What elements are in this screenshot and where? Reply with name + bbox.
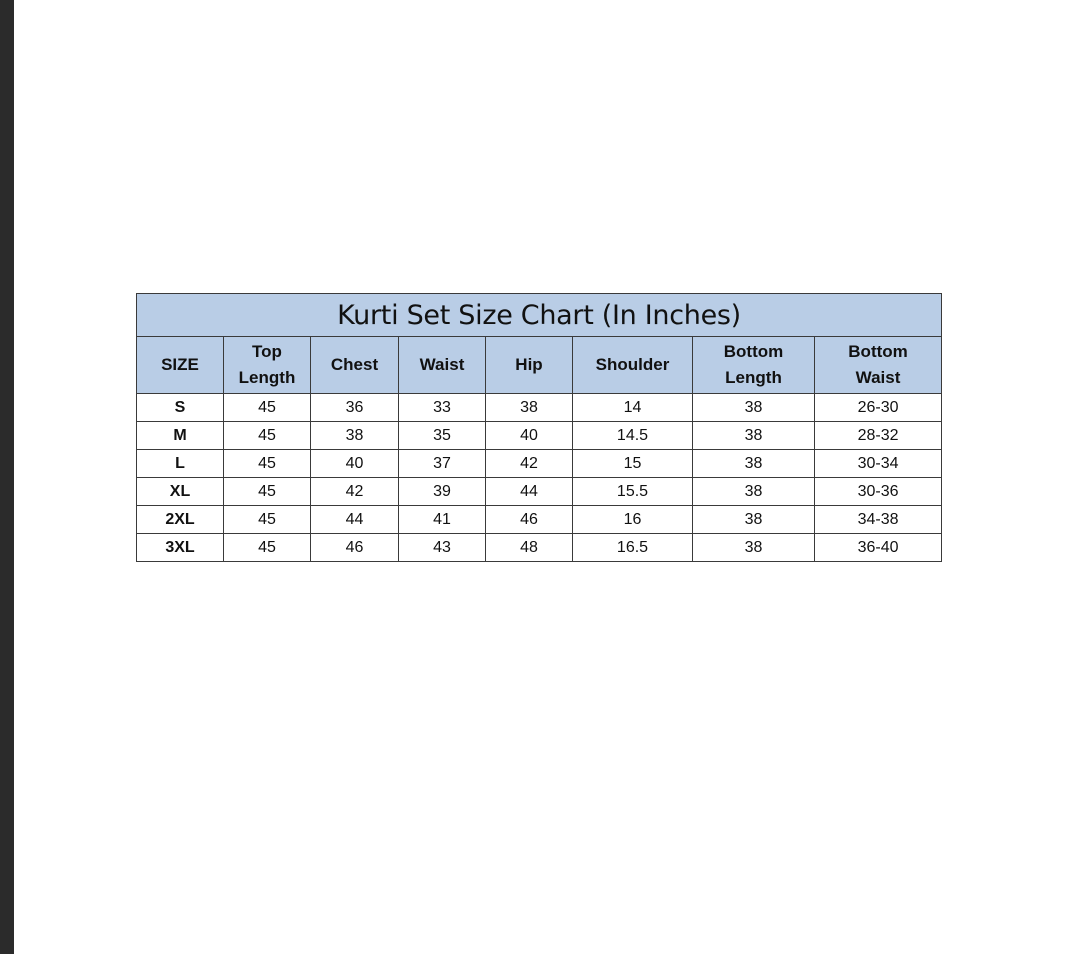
header-chest [311, 337, 399, 394]
cell-bottom-waist: 36-40 [815, 534, 942, 562]
cell-size: 2XL [137, 506, 224, 534]
header-top-length [224, 337, 311, 394]
cell-chest: 38 [311, 422, 399, 450]
cell-bottom-length: 38 [693, 394, 815, 422]
cell-shoulder: 16 [573, 506, 693, 534]
header-size-line: SIZE [161, 355, 199, 374]
cell-waist: 33 [399, 394, 486, 422]
cell-chest: 36 [311, 394, 399, 422]
cell-shoulder: 15.5 [573, 478, 693, 506]
table-row [137, 506, 942, 534]
cell-size: XL [137, 478, 224, 506]
cell-waist: 39 [399, 478, 486, 506]
cell-shoulder: 14.5 [573, 422, 693, 450]
cell-shoulder: 15 [573, 450, 693, 478]
cell-waist: 37 [399, 450, 486, 478]
cell-top-length: 45 [224, 394, 311, 422]
header-shoulder [573, 337, 693, 394]
cell-chest: 44 [311, 506, 399, 534]
cell-bottom-length: 38 [693, 506, 815, 534]
header-waist-line: Waist [419, 355, 465, 374]
header-bottom-waist [815, 337, 942, 394]
header-shoulder-line: Shoulder [595, 355, 670, 374]
header-bottom-length [693, 337, 815, 394]
size-chart-title: Kurti Set Size Chart (In Inches) [137, 294, 942, 337]
header-top-length-line: Top [252, 342, 282, 361]
table-body [137, 394, 942, 562]
cell-size: L [137, 450, 224, 478]
header-top-length-line: Length [238, 368, 296, 387]
table-row [137, 422, 942, 450]
cell-waist: 43 [399, 534, 486, 562]
cell-chest: 40 [311, 450, 399, 478]
header-bottom-waist-line: Waist [855, 368, 901, 387]
cell-size: M [137, 422, 224, 450]
header-hip [486, 337, 573, 394]
header-chest-line: Chest [330, 355, 379, 374]
table-row [137, 534, 942, 562]
header-size [137, 337, 224, 394]
cell-bottom-length: 38 [693, 478, 815, 506]
cell-top-length: 45 [224, 534, 311, 562]
cell-chest: 42 [311, 478, 399, 506]
cell-top-length: 45 [224, 506, 311, 534]
header-bottom-waist-line: Bottom [848, 342, 908, 361]
header-row [137, 337, 942, 394]
size-chart-table [136, 293, 942, 562]
cell-hip: 46 [486, 506, 573, 534]
cell-waist: 41 [399, 506, 486, 534]
cell-hip: 42 [486, 450, 573, 478]
cell-bottom-waist: 30-36 [815, 478, 942, 506]
cell-bottom-waist: 30-34 [815, 450, 942, 478]
cell-chest: 46 [311, 534, 399, 562]
table-row [137, 394, 942, 422]
cell-bottom-waist: 34-38 [815, 506, 942, 534]
cell-size: S [137, 394, 224, 422]
left-edge-bar [0, 0, 14, 954]
table-row [137, 450, 942, 478]
cell-top-length: 45 [224, 422, 311, 450]
table-row [137, 478, 942, 506]
cell-hip: 38 [486, 394, 573, 422]
cell-bottom-length: 38 [693, 422, 815, 450]
cell-bottom-length: 38 [693, 450, 815, 478]
cell-hip: 40 [486, 422, 573, 450]
header-waist [399, 337, 486, 394]
cell-bottom-length: 38 [693, 534, 815, 562]
header-bottom-length-line: Bottom [723, 342, 784, 361]
header-hip-line: Hip [515, 355, 543, 374]
cell-top-length: 45 [224, 450, 311, 478]
cell-size: 3XL [137, 534, 224, 562]
cell-waist: 35 [399, 422, 486, 450]
cell-hip: 48 [486, 534, 573, 562]
cell-bottom-waist: 28-32 [815, 422, 942, 450]
header-bottom-length-line: Length [725, 368, 782, 387]
cell-shoulder: 14 [573, 394, 693, 422]
cell-top-length: 45 [224, 478, 311, 506]
cell-shoulder: 16.5 [573, 534, 693, 562]
cell-bottom-waist: 26-30 [815, 394, 942, 422]
cell-hip: 44 [486, 478, 573, 506]
